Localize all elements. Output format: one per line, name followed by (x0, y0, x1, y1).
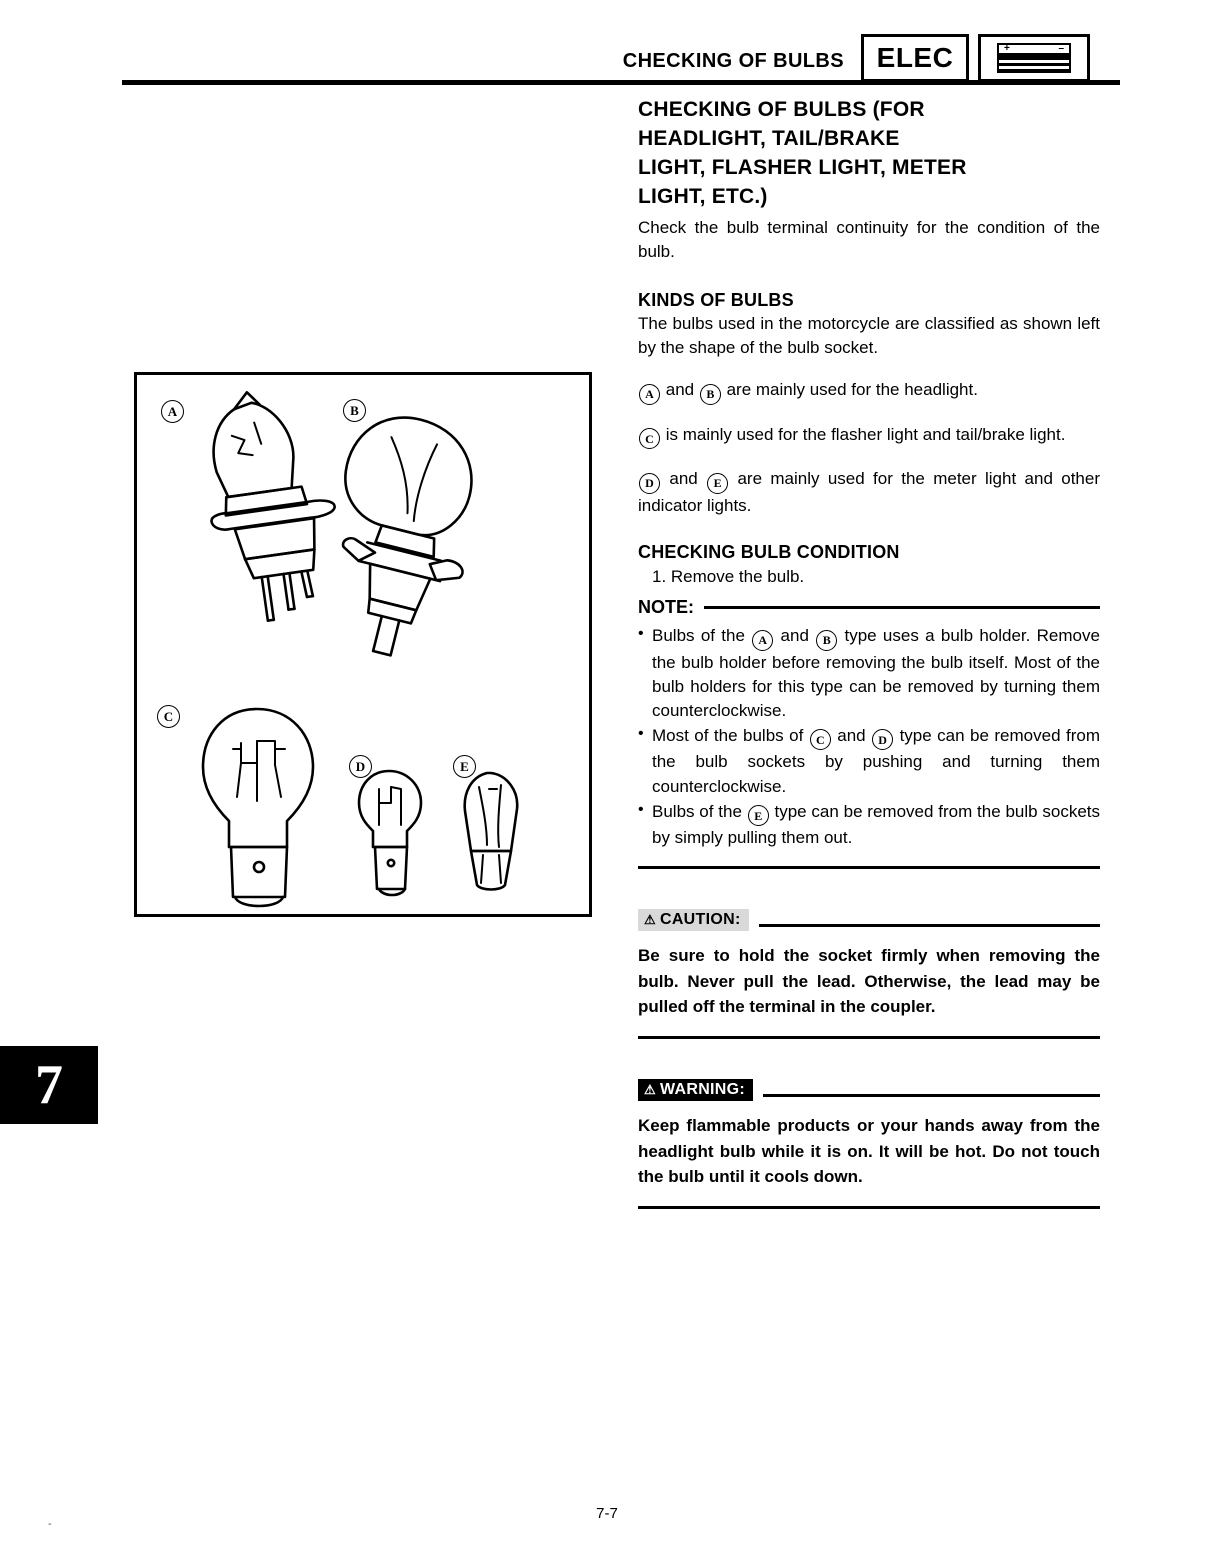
section-heading-line-4: LIGHT, ETC.) (638, 184, 768, 208)
kinds-of-bulbs-heading: KINDS OF BULBS (638, 290, 794, 311)
warning-block (638, 1079, 1100, 1209)
paragraph-ab-text-1: and (665, 380, 695, 400)
warning-badge (638, 1079, 753, 1101)
warning-header (638, 1079, 1100, 1101)
battery-icon (978, 34, 1090, 82)
caution-badge-label: CAUTION: (659, 911, 741, 929)
ref-c-icon: C (639, 428, 660, 449)
paragraph-ab-text-2: are mainly used for the headlight. (726, 380, 978, 400)
chapter-tab (0, 1046, 98, 1124)
warning-bottom-rule (638, 1206, 1100, 1209)
section-heading-line-2: HEADLIGHT, TAIL/BRAKE (638, 126, 900, 150)
note-bullet-1-pre: Bulbs of the (652, 626, 745, 645)
caution-text: Be sure to hold the socket firmly when removing the bulb. Never pull the lead. Otherwise, the lead may be pulled off the terminal in the coupler. (638, 946, 1100, 1017)
elec-section-badge (861, 34, 969, 82)
main-content-column (638, 96, 1100, 1209)
elec-label: ELEC (876, 42, 954, 73)
figure-callout-c: C (157, 705, 180, 728)
ref-b-icon: B (816, 630, 837, 651)
page-number: 7-7 (596, 1505, 618, 1522)
note-bullet-1-post: type uses a bulb holder. Remove the bulb holder before removing the bulb itself. Most of the bulb holders for this type can be removed by turning them counterclockwise. (652, 626, 1100, 720)
paragraph-c (638, 423, 1100, 450)
battery-terminals (997, 43, 1071, 55)
chapter-number: 7 (35, 1054, 63, 1116)
paragraph-c-text: is mainly used for the flasher light and tail/brake light. (665, 424, 1066, 444)
note-bullet-3-post: type can be removed from the bulb sockets by simply pulling them out. (652, 801, 1100, 848)
battery-glyph (997, 43, 1071, 73)
battery-plus-label: + (1004, 43, 1010, 54)
header-divider (122, 80, 1120, 85)
paragraph-de-text-2: are mainly used for the meter light and other indicator lights. (638, 469, 1100, 515)
note-bullet-2-pre: Most of the bulbs of (652, 725, 804, 745)
paragraph-de (638, 467, 1100, 518)
note-bullet-list (638, 624, 1100, 850)
figure-callout-b: B (343, 399, 366, 422)
procedure-step-1: 1. Remove the bulb. (652, 567, 805, 586)
ref-a-icon: A (752, 630, 773, 651)
caution-bottom-rule (638, 1036, 1100, 1039)
ref-a-icon: A (639, 384, 660, 405)
section-heading-line-3: LIGHT, FLASHER LIGHT, METER (638, 155, 967, 179)
caution-badge (638, 909, 749, 931)
note-bullet-2-mid: and (837, 725, 866, 745)
bulb-types-figure (134, 372, 592, 917)
warning-text: Keep flammable products or your hands away from the headlight bulb while it is on. It will be hot. Do not touch the bulb until it cools down. (638, 1116, 1100, 1187)
note-bullet-2-post: type can be removed from the bulb sockets by pushing and turning them counterclockwise. (652, 725, 1100, 796)
warning-triangle-icon: ⚠ (644, 912, 656, 928)
warning-badge-label: WARNING: (659, 1080, 746, 1098)
figure-callout-e: E (453, 755, 476, 778)
page-title: CHECKING OF BULBS (622, 50, 844, 72)
section-heading-line-1: CHECKING OF BULBS (FOR (638, 98, 925, 121)
note-bullet-3 (638, 800, 1100, 851)
figure-callout-a: A (161, 400, 184, 423)
battery-minus-label: – (1058, 43, 1064, 54)
page-footer (0, 1505, 1214, 1522)
ref-d-icon: D (872, 729, 893, 750)
note-rule (704, 606, 1100, 609)
ref-b-icon: B (700, 384, 721, 405)
note-bullet-1-mid: and (780, 626, 809, 645)
warning-triangle-icon: ⚠ (644, 1081, 656, 1097)
note-label: NOTE: (638, 597, 694, 617)
note-header (638, 597, 1100, 618)
caution-header (638, 909, 1100, 931)
intro-paragraph: Check the bulb terminal continuity for the condition of the bulb. (638, 217, 1100, 261)
bulb-illustrations (137, 375, 589, 914)
note-bullet-3-pre: Bulbs of the (652, 801, 742, 821)
kinds-of-bulbs-text: The bulbs used in the motorcycle are classified as shown left by the shape of the bulb socket. (638, 314, 1100, 358)
note-bottom-rule (638, 866, 1100, 869)
caution-rule (759, 924, 1100, 927)
note-bullet-2 (638, 724, 1100, 799)
corner-scan-mark: - (48, 1518, 52, 1530)
paragraph-ab (638, 378, 1100, 405)
checking-bulb-condition-heading: CHECKING BULB CONDITION (638, 542, 900, 562)
page-header (120, 18, 1184, 78)
figure-callout-d: D (349, 755, 372, 778)
note-bullet-1 (638, 624, 1100, 723)
ref-e-icon: E (748, 805, 769, 826)
ref-e-icon: E (707, 473, 728, 494)
paragraph-de-text-1: and (669, 469, 698, 489)
warning-rule (763, 1094, 1100, 1097)
ref-d-icon: D (639, 473, 660, 494)
battery-cells (997, 55, 1071, 73)
ref-c-icon: C (810, 729, 831, 750)
section-heading (638, 96, 1100, 212)
caution-block (638, 909, 1100, 1039)
